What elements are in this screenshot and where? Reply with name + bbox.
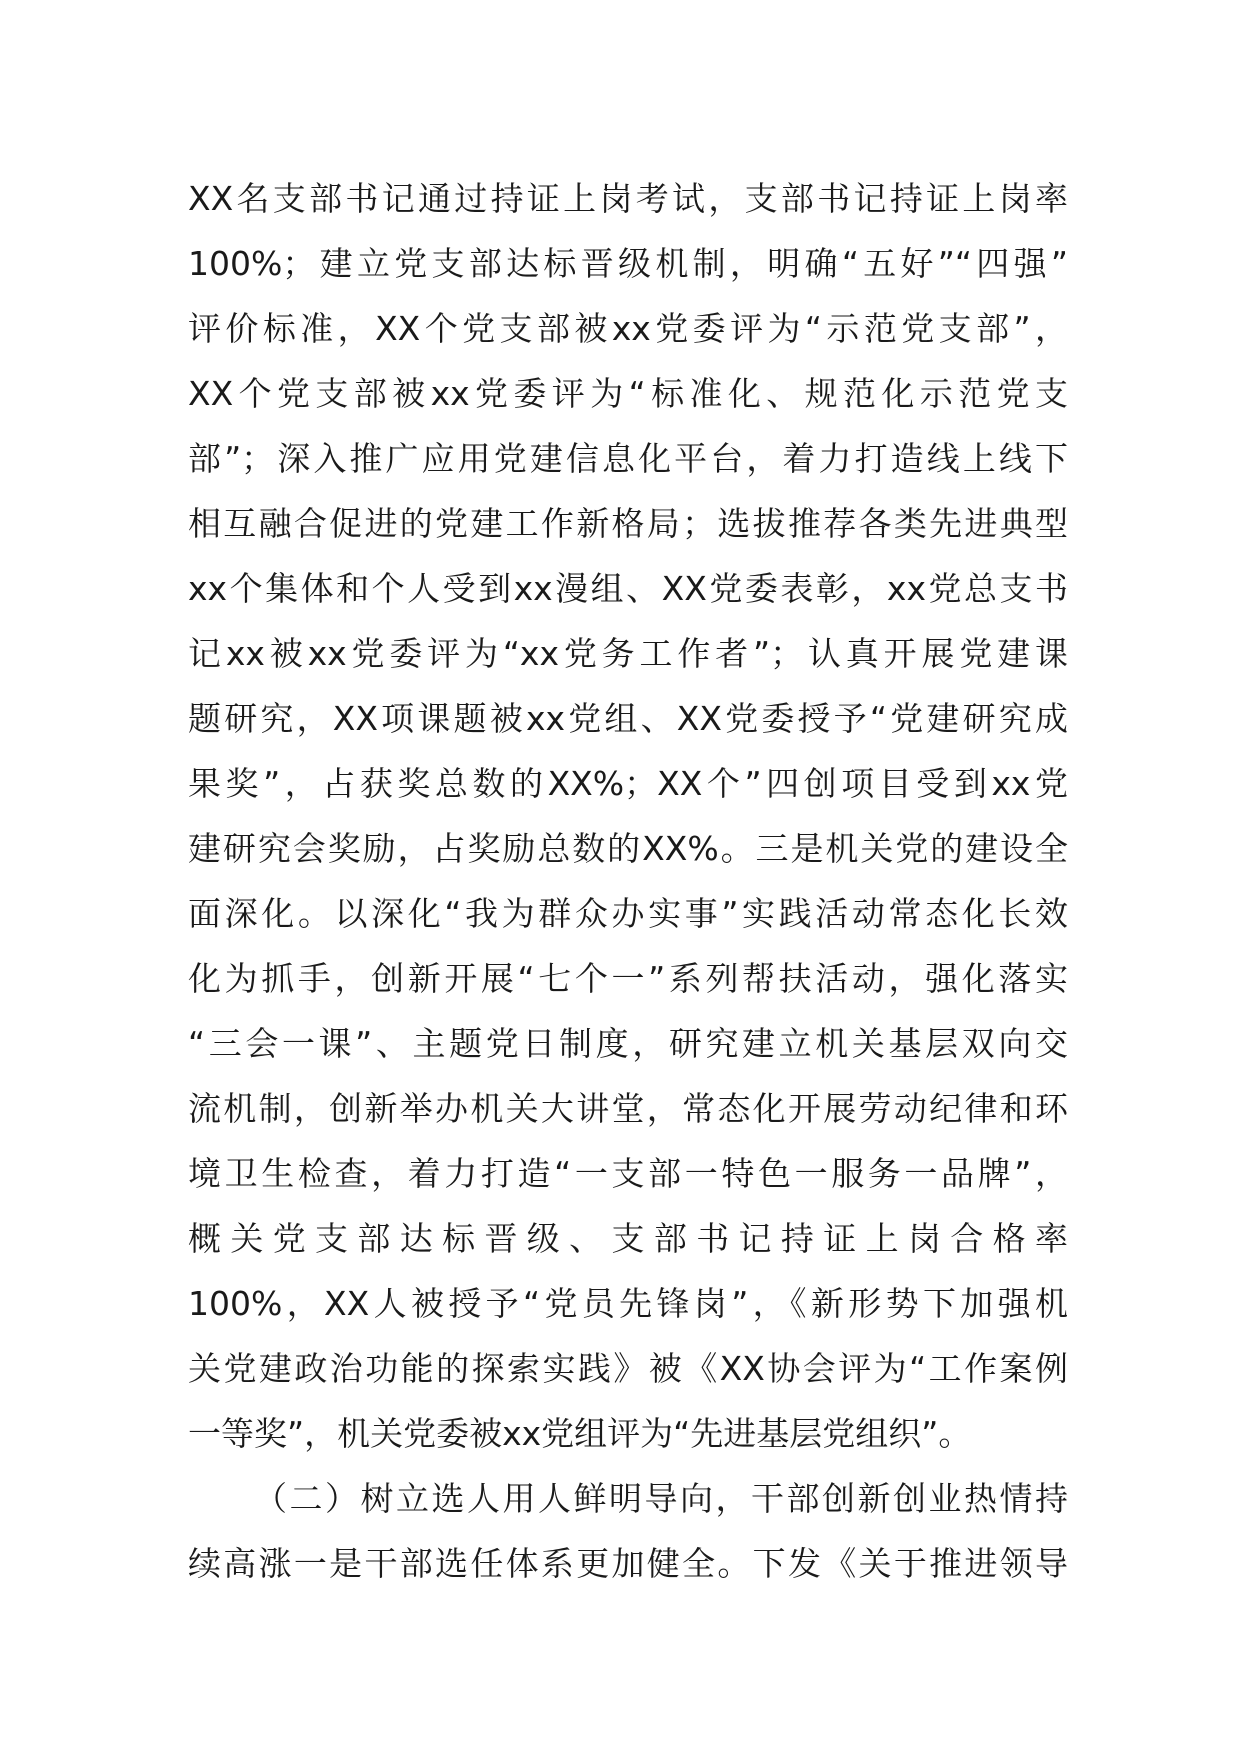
text-line: “三会一课”、主题党日制度，研究建立机关基层双向交 — [188, 1024, 1068, 1063]
section-heading-line: （二）树立选人用人鲜明导向，干部创新创业热情持 — [254, 1479, 1068, 1518]
text-line: 部”；深入推广应用党建信息化平台，着力打造线上线下 — [188, 439, 1068, 478]
text-line: 评价标准，XX个党支部被xx党委评为“示范党支部”， — [188, 309, 1068, 348]
text-line: xx个集体和个人受到xx漫组、XX党委表彰，xx党总支书 — [188, 569, 1068, 608]
text-line: 续高涨一是干部选任体系更加健全。下发《关于推进领导 — [188, 1544, 1068, 1583]
text-line: 境卫生检查，着力打造“一支部一特色一服务一品牌”， — [188, 1154, 1068, 1193]
text-line: 建研究会奖励，占奖励总数的XX%。三是机关党的建设全 — [188, 829, 1068, 868]
text-line: 果奖”，占获奖总数的XX%；XX个”四创项目受到xx党 — [188, 764, 1068, 803]
text-line: 题研究，XX项课题被xx党组、XX党委授予“党建研究成 — [188, 699, 1068, 738]
text-line: 一等奖”，机关党委被xx党组评为“先进基层党组织”。 — [188, 1414, 972, 1453]
text-line: 关党建政治功能的探索实践》被《XX协会评为“工作案例 — [188, 1349, 1068, 1388]
text-line: 100%；建立党支部达标晋级机制，明确“五好”“四强” — [188, 244, 1068, 283]
text-line: 化为抓手，创新开展“七个一”系列帮扶活动，强化落实 — [188, 959, 1068, 998]
text-line: 流机制，创新举办机关大讲堂，常态化开展劳动纪律和环 — [188, 1089, 1068, 1128]
body-text — [188, 166, 1068, 1596]
text-line: XX名支部书记通过持证上岗考试，支部书记持证上岗率 — [188, 179, 1068, 218]
text-line: 概关党支部达标晋级、支部书记持证上岗合格率 — [188, 1219, 1068, 1258]
text-line: 面深化。以深化“我为群众办实事”实践活动常态化长效 — [188, 894, 1068, 933]
text-line: 100%，XX人被授予“党员先锋岗”，《新形势下加强机 — [188, 1284, 1068, 1323]
text-line: XX个党支部被xx党委评为“标准化、规范化示范党支 — [188, 374, 1068, 413]
text-line: 相互融合促进的党建工作新格局；选拔推荐各类先进典型 — [188, 504, 1068, 543]
text-line: 记xx被xx党委评为“xx党务工作者”；认真开展党建课 — [188, 634, 1068, 673]
